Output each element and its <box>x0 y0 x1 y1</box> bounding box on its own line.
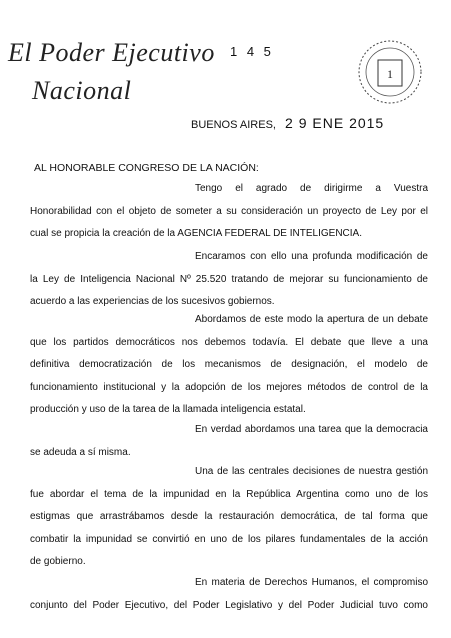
paragraph-line: que los partidos democráticos nos debemos todavía. El debate que lleve a una <box>30 336 428 348</box>
paragraph-line: se adeuda a sí misma. <box>30 446 131 458</box>
paragraph-line: producción y uso de la tarea de la llamada inteligencia estatal. <box>30 404 306 415</box>
paragraph-4 <box>30 419 428 464</box>
paragraph-line: fue abordar el tema de la impunidad en la República Argentina como uno de los <box>30 488 428 500</box>
letterhead-line-1: El Poder Ejecutivo <box>8 38 215 67</box>
seal-stamp-icon <box>356 38 424 106</box>
paragraph-line: cual se propicia la creación de la AGENCIA FEDERAL DE INTELIGENCIA. <box>30 228 362 239</box>
paragraph-line: Tengo el agrado de dirigirme a Vuestra <box>195 183 428 194</box>
paragraph-line: combatir la impunidad se convirtió en uno de los pilares fundamentales de la acción <box>30 533 428 545</box>
paragraph-line: de gobierno. <box>30 556 86 567</box>
paragraph-line: En materia de Derechos Humanos, el compromiso <box>195 577 428 588</box>
paragraph-line: Abordamos de este modo la apertura de un debate <box>195 314 428 325</box>
dateline-city: BUENOS AIRES, <box>191 119 276 131</box>
paragraph-3 <box>30 309 428 422</box>
document-number: 1 4 5 <box>230 44 274 59</box>
paragraph-line: acuerdo a las experiencias de los sucesivos gobiernos. <box>30 296 275 307</box>
paragraph-line: Una de las centrales decisiones de nuestra gestión <box>195 466 428 477</box>
paragraph-line: conjunto del Poder Ejecutivo, del Poder Legislativo y del Poder Judicial tuvo como <box>30 599 428 611</box>
paragraph-line: la Ley de Inteligencia Nacional Nº 25.520 tratando de mejorar su funcionamiento de <box>30 273 428 285</box>
paragraph-1 <box>30 178 428 246</box>
paragraph-line: funcionamiento institucional y la adopción de los mejores métodos de control de la <box>30 381 428 393</box>
paragraph-2 <box>30 246 428 314</box>
dateline-date: 2 9 ENE 2015 <box>285 115 385 131</box>
svg-text:1: 1 <box>387 67 393 81</box>
paragraph-line: En verdad abordamos una tarea que la democracia <box>195 424 428 435</box>
letterhead-line-2: Nacional <box>32 76 132 105</box>
paragraph-6 <box>30 572 428 617</box>
paragraph-line: definitiva democratización de los mecanismos de designación, el modelo de <box>30 359 428 370</box>
paragraph-line: Honorabilidad con el objeto de someter a su consideración un proyecto de Ley por el <box>30 205 428 217</box>
paragraph-line: estigmas que arrastrábamos desde la restauración democrática, de tal forma que <box>30 511 428 522</box>
paragraph-5 <box>30 461 428 574</box>
dateline <box>191 115 384 131</box>
salutation: AL HONORABLE CONGRESO DE LA NACIÓN: <box>34 162 259 174</box>
paragraph-line: Encaramos con ello una profunda modificación de <box>195 251 428 262</box>
